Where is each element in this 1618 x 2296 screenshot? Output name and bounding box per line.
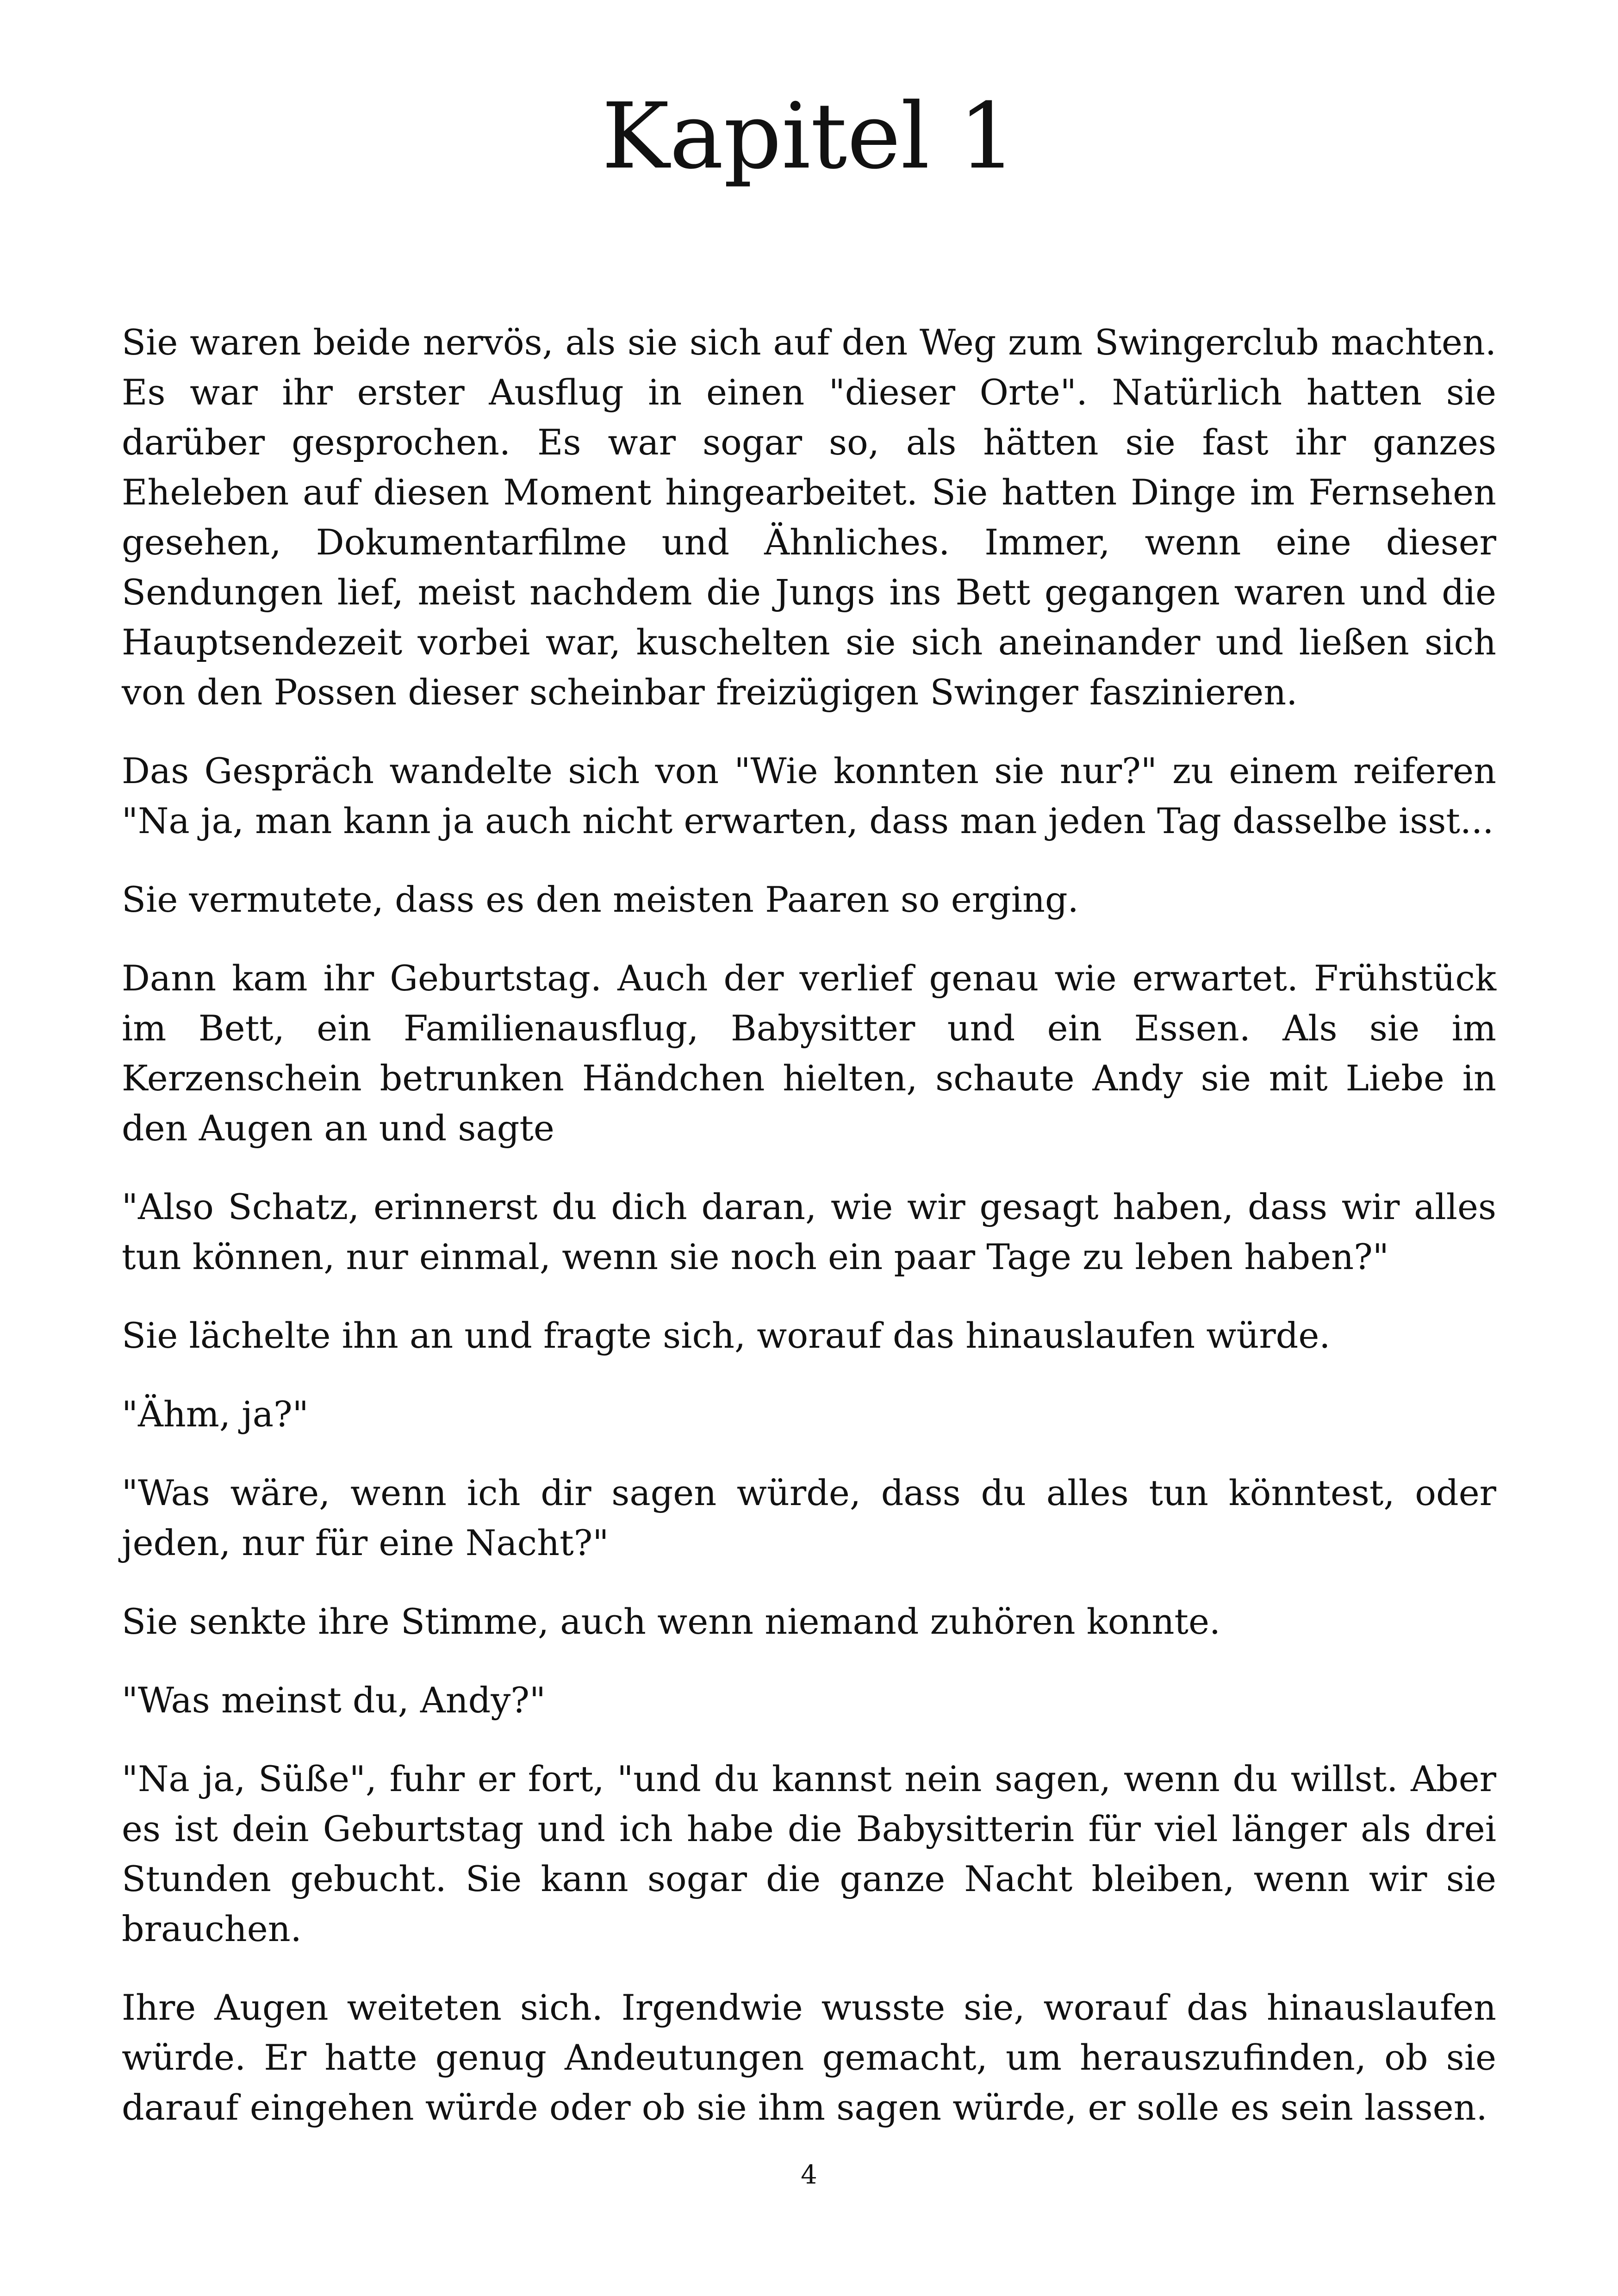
page-number: 4 — [801, 2160, 817, 2190]
paragraph-2: Das Gespräch wandelte sich von "Wie konnten sie nur?" zu einem reiferen "Na ja, man kann ja auch nicht erwarten, dass man jeden Tag dasselbe isst... — [122, 750, 1496, 841]
paragraph-1: Sie waren beide nervös, als sie sich auf den Weg zum Swingerclub machten. Es war ihr erster Ausflug in einen "dieser Orte". Natürlich hatten sie darüber gesprochen. Es war sogar so, als hätten sie fast ihr ganzes Eheleben auf diesen Moment hingearbeitet. Sie hatten Dinge im Fernsehen gesehen, Dokumentarfilme und Ähnliches. Immer, wenn eine dieser Sendungen lief, meist nachdem die Jungs ins Bett gegangen waren und die Hauptsendezeit vorbei war, kuschelten sie sich aneinander und ließen sich von den Possen dieser scheinbar freizügigen Swinger faszinieren. — [122, 322, 1496, 713]
paragraph-4: Dann kam ihr Geburtstag. Auch der verlief genau wie erwartet. Frühstück im Bett, ein Familienausflug, Babysitter und ein Essen. Als sie im Kerzenschein betrunken Händchen hielten, schaute Andy sie mit Liebe in den Augen an und sagte — [122, 958, 1496, 1149]
paragraph-9: Sie senkte ihre Stimme, auch wenn niemand zuhören konnte. — [122, 1601, 1221, 1642]
paragraph-5: "Also Schatz, erinnerst du dich daran, wie wir gesagt haben, dass wir alles tun können, nur einmal, wenn sie noch ein paar Tage zu leben haben?" — [122, 1186, 1496, 1277]
chapter-title: Kapitel 1 — [602, 84, 1016, 189]
paragraph-7: "Ähm, ja?" — [122, 1394, 309, 1435]
chapter-body — [122, 317, 1496, 2161]
paragraph-12: Ihre Augen weiteten sich. Irgendwie wusste sie, worauf das hinauslaufen würde. Er hatte genug Andeutungen gemacht, um herauszufinden, ob sie darauf eingehen würde oder ob sie ihm sagen würde, er solle es sein lassen. — [122, 1987, 1496, 2128]
paragraph-11: "Na ja, Süße", fuhr er fort, "und du kannst nein sagen, wenn du willst. Aber es ist dein Geburtstag und ich habe die Babysitterin für viel länger als drei Stunden gebucht. Sie kann sogar die ganze Nacht bleiben, wenn wir sie brauchen. — [122, 1758, 1496, 1949]
paragraph-10: "Was meinst du, Andy?" — [122, 1680, 546, 1721]
paragraph-3: Sie vermutete, dass es den meisten Paaren so erging. — [122, 879, 1079, 920]
paragraph-6: Sie lächelte ihn an und fragte sich, worauf das hinauslaufen würde. — [122, 1315, 1331, 1356]
paragraph-8: "Was wäre, wenn ich dir sagen würde, dass du alles tun könntest, oder jeden, nur für eine Nacht?" — [122, 1472, 1496, 1563]
